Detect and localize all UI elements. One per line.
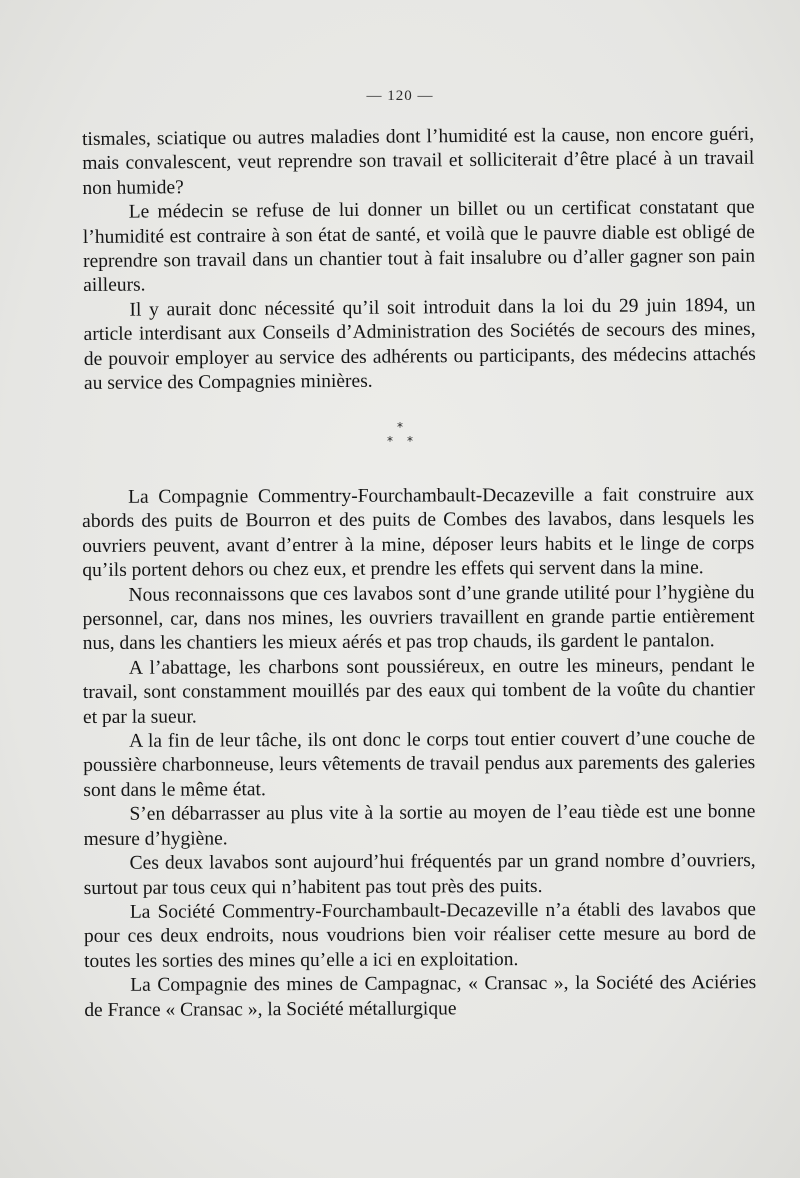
asterism-top: *	[397, 420, 403, 434]
asterism-bottom: **	[387, 434, 427, 448]
paragraph: A l’abattage, les charbons sont poussiéreux, en outre les mineurs, pendant le travail, sont constamment mouillés par des eaux qui tombent de la voûte du chantier et par la sueur.	[82, 654, 755, 728]
paragraph: La Compagnie des mines de Campagnac, « Cransac », la Société des Aciéries de France « Cransac », la Société métallurgique	[84, 972, 757, 1021]
paragraph: Ces deux lavabos sont aujourd’hui fréquentés par un grand nombre d’ouvriers, surtout par tous ceux qui n’habitent pas tout près des puits.	[83, 850, 756, 899]
page-number: — 120 —	[366, 88, 434, 104]
paragraph: Le médecin se refuse de lui donner un billet ou un certificat constatant que l’humidité est contraire à son état de santé, et voilà que le pauvre diable est obligé de reprendre son travail dans un chantier tout à fait insalubre ou d’aller gagner son pain ailleurs.	[82, 196, 756, 297]
paragraph: Il y aurait donc nécessité qu’il soit introduit dans la loi du 29 juin 1894, un article interdisant aux Conseils d’Administration des Sociétés de secours des mines, de pouvoir employer au service des adhérents ou participants, des médecins attachés au service des Compagnies minières.	[83, 294, 756, 395]
paragraph: Nous reconnaissons que ces lavabos sont d’une grande utilité pour l’hygiène du personnel, car, dans nos mines, les ouvriers travaillent en grande partie entièrement nus, dans les chantiers les mieux aérés et pas trop chauds, ils gardent le pantalon.	[82, 581, 755, 655]
paragraph: tismales, sciatique ou autres maladies dont l’humidité est la cause, non encore guéri, mais convalescent, veut reprendre son travail et solliciterait d’être placé à un travail non humide?	[82, 123, 755, 199]
paragraph: A la fin de leur tâche, ils ont donc le corps tout entier couvert d’une couche de poussière charbonneuse, leurs vêtements de travail pendus aux parements des galeries sont dans le même état.	[83, 728, 756, 801]
paragraph: La Société Commentry-Fourchambault-Decazeville n’a établi des lavabos que pour ces deux endroits, nous voudrions bien voir réaliser cette mesure au bord de toutes les sorties des mines qu’elle a ici en exploitation.	[83, 898, 757, 972]
paragraph: La Compagnie Commentry-Fourchambault-Decazeville a fait construire aux abords des puits de Bourron et des puits de Combes des lavabos, dans lesquels les ouvriers peuvent, avant d’entrer à la mine, déposer leurs habits et le linge de corps qu’ils portent dehors ou chez eux, et prendre les effets qui servent dans la mine.	[82, 484, 755, 582]
text-block-bottom	[82, 483, 756, 1023]
text-block-top	[82, 123, 756, 397]
section-separator-asterism	[0, 420, 800, 454]
paragraph: S’en débarrasser au plus vite à la sortie au moyen de l’eau tiède est une bonne mesure d’hygiène.	[83, 801, 756, 850]
